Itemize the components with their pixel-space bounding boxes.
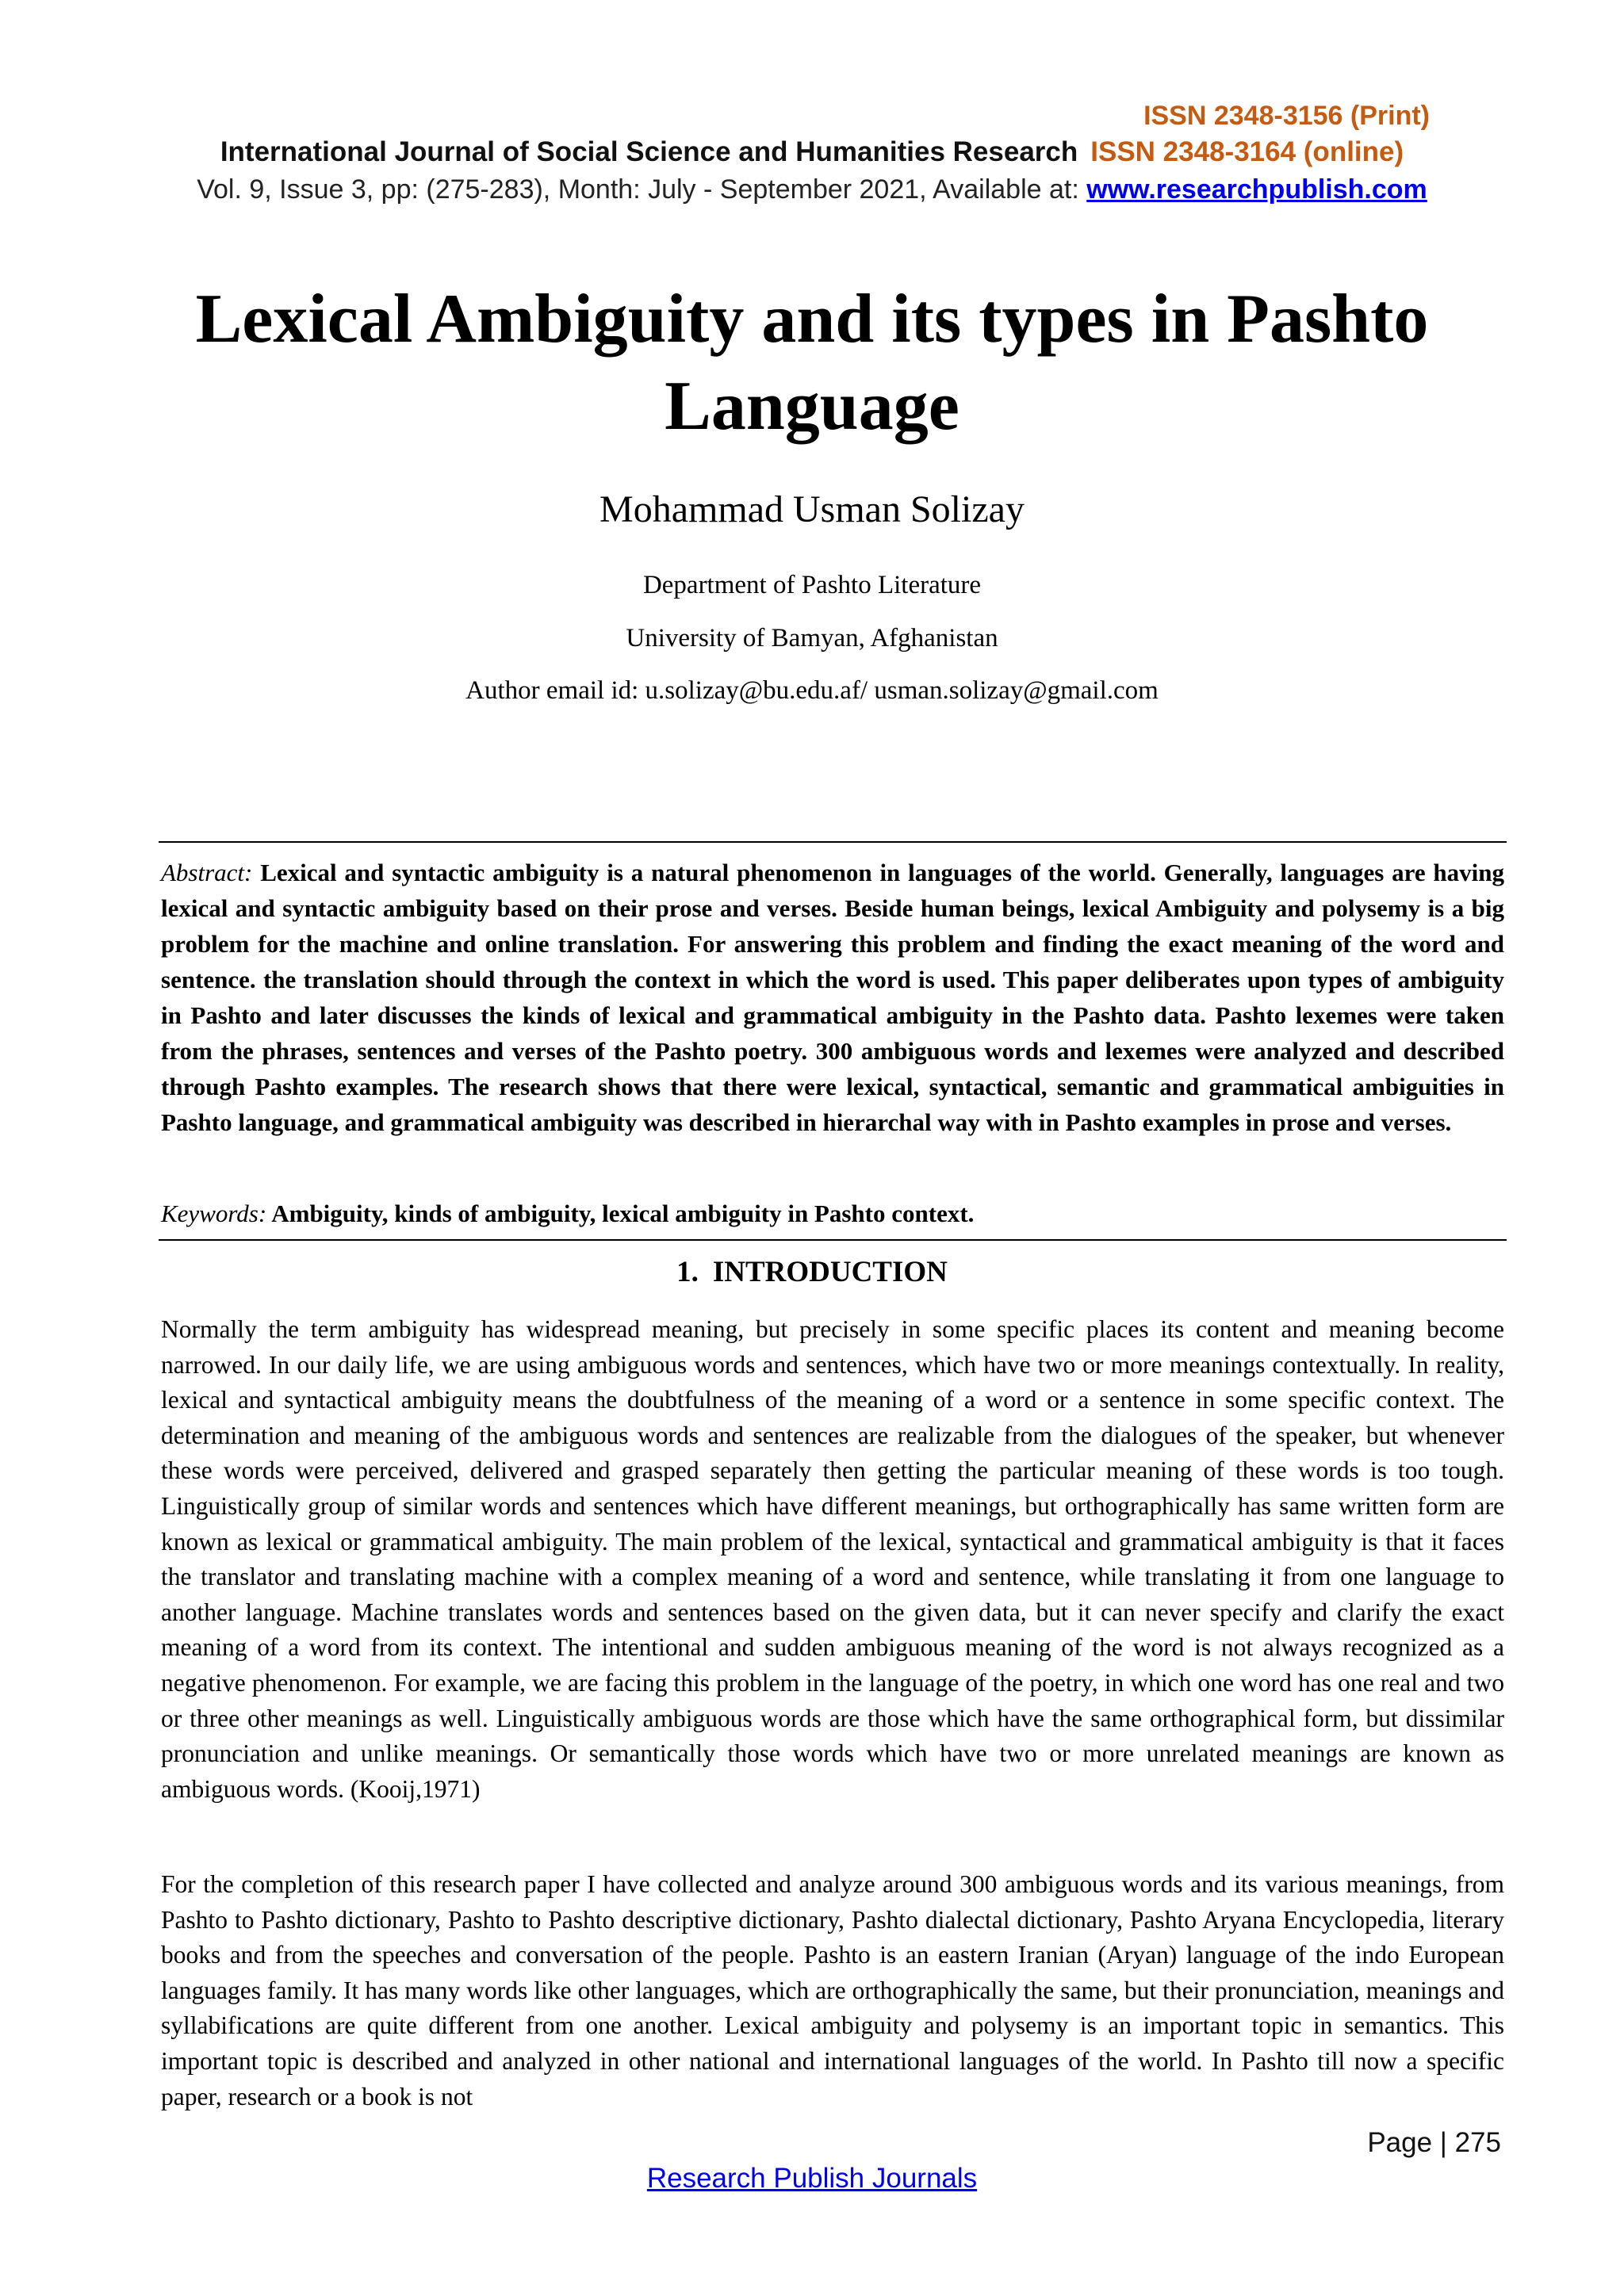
volume-text: Vol. 9, Issue 3, pp: (275-283), Month: July - September 2021, Available at: [197, 174, 1087, 205]
university: University of Bamyan, Afghanistan [626, 624, 998, 652]
paper-title: Lexical Ambiguity and its types in Pashto Language [195, 281, 1429, 445]
author-email: Author email id: u.solizay@bu.edu.af/ usman.solizay@gmail.com [465, 676, 1159, 705]
keywords [161, 1196, 1504, 1231]
intro-paragraph-1: Normally the term ambiguity has widespread meaning, but precisely in some specific places its content and meaning become narrowed. In our daily life, we are using ambiguous words and sentences, which have two or more meanings contextually. In reality, lexical and syntactical ambiguity means the doubtfulness of the meaning of a word or a sentence in some specific context. The determination and meaning of the ambiguous words and sentences are realizable from the dialogues of the speaker, but whenever these words were perceived, delivered and grasped separately then getting the particular meaning of these words is too tough. Linguistically group of similar words and sentences which have different meanings, but orthographically has same written form are known as lexical or grammatical ambiguity. The main problem of the lexical, syntactical and grammatical ambiguity is that it faces the translator and translating machine with a complex meaning of a word and sentence, while translating it from one language to another language. Machine translates words and sentences based on the given data, but it can never specify and clarify the exact meaning of a word from its context. The intentional and sudden ambiguous meaning of the word is not always recognized as a negative phenomenon. For example, we are facing this problem in the language of the poetry, in which one word has one real and two or three other meanings as well. Linguistically ambiguous words are those which have the same orthographical form, but dissimilar pronunciation and unlike meanings. Or semantically those words which have two or more unrelated meanings are known as ambiguous words. (Kooij,1971) [161, 1315, 1504, 1803]
journal-header-line [0, 136, 1624, 168]
website-link[interactable]: www.researchpublish.com [1086, 174, 1427, 205]
section-title: INTRODUCTION [712, 1256, 948, 1288]
issn-online: ISSN 2348-3164 (online) [1090, 136, 1404, 167]
section-number: 1. [676, 1256, 699, 1288]
abstract-text: Lexical and syntactic ambiguity is a natural phenomenon in languages of the world. Generally, languages are having lexical and syntactic ambiguity based on their prose and verses. Beside human beings, lexical Ambiguity and polysemy is a big problem for the machine and online translation. For answering this problem and finding the exact meaning of the word and sentence. the translation should through the context in which the word is used. This paper deliberates upon types of ambiguity in Pashto and later discusses the kinds of lexical and grammatical ambiguity in the Pashto data. Pashto lexemes were taken from the phrases, sentences and verses of the Pashto poetry. 300 ambiguous words and lexemes were analyzed and described through Pashto examples. The research shows that there were lexical, syntactical, semantic and grammatical ambiguities in Pashto language, and grammatical ambiguity was described in hierarchal way with in Pashto examples in prose and verses. [161, 859, 1504, 1136]
abstract-bottom-rule [159, 1239, 1507, 1241]
page-number: Page | 275 [1367, 2127, 1501, 2158]
abstract-top-rule [159, 841, 1507, 843]
abstract [161, 855, 1504, 1140]
section-heading [0, 1255, 1624, 1289]
volume-line [0, 174, 1624, 205]
intro-paragraph-2: For the completion of this research paper I have collected and analyze around 300 ambiguous words and its various meanings, from Pashto to Pashto dictionary, Pashto to Pashto descriptive dictionary, Pashto dialectal dictionary, Pashto Aryana Encyclopedia, literary books and from the speeches and conversation of the people. Pashto is an eastern Iranian (Aryan) language of the indo European languages family. It has many words like other languages, which are orthographically the same, but their pronunciation, meanings and syllabifications are quite different from one another. Lexical ambiguity and polysemy is an important topic in semantics. This important topic is described and analyzed in other national and international languages of the world. In Pashto till now a specific paper, research or a book is not [161, 1870, 1504, 2110]
journal-name: International Journal of Social Science and Humanities Research [220, 136, 1078, 167]
keywords-text: Ambiguity, kinds of ambiguity, lexical ambiguity in Pashto context. [266, 1200, 975, 1227]
abstract-label: Abstract: [161, 859, 253, 886]
publisher-link[interactable]: Research Publish Journals [646, 2163, 978, 2194]
author-name: Mohammad Usman Solizay [599, 488, 1025, 530]
keywords-label: Keywords: [161, 1200, 267, 1227]
department: Department of Pashto Literature [642, 571, 982, 599]
issn-print: ISSN 2348-3156 (Print) [1143, 101, 1430, 131]
